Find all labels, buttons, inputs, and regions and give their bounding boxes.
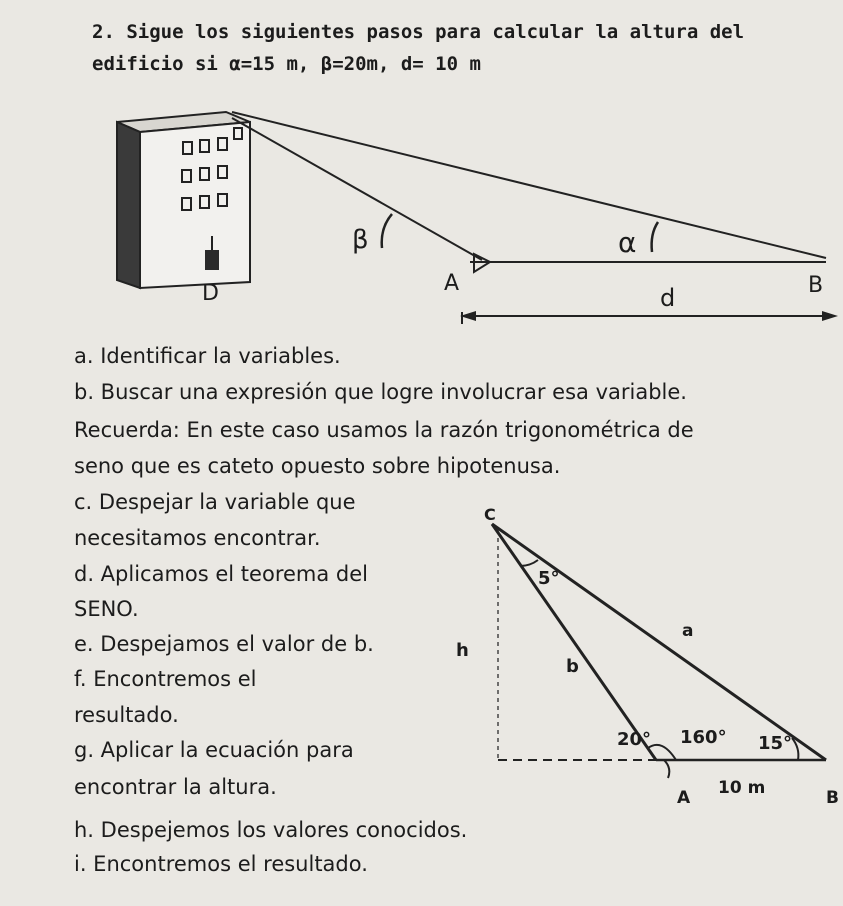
point-B-bottom-label: B [826,788,839,808]
side-a-label: a [682,621,694,641]
step-c-line-2: necesitamos encontrar. [74,526,321,550]
step-a: a. Identificar la variables. [74,344,341,368]
problem-title-line-1: 2. Sigue los siguientes pasos para calcular la altura del [92,21,745,43]
step-b: b. Buscar una expresión que logre involucrar esa variable. [74,380,687,404]
point-A-label: A [444,271,460,296]
reminder-line-2: seno que es cateto opuesto sobre hipotenusa. [74,454,561,478]
distance-d-label: d [660,284,676,312]
side-a-line [492,524,826,760]
step-f-line-2: resultado. [74,703,179,727]
angle-20-label: 20° [617,729,652,750]
side-b-line [492,524,656,760]
angle-5-arc [520,560,538,566]
point-B-label: B [808,273,824,298]
point-A-bottom-label: A [677,788,691,808]
height-h-label: h [456,640,469,661]
step-i: i. Encontremos el resultado. [74,852,368,876]
side-b-label: b [566,656,579,677]
point-C-label: C [484,505,496,524]
step-g-line-2: encontrar la altura. [74,775,277,799]
beta-label: β [352,225,369,255]
step-d-line-2: SENO. [74,597,139,621]
distance-10m-label: 10 m [718,778,766,798]
angle-15-label: 15° [758,733,793,754]
angle-160-label: 160° [680,727,727,748]
angle-20-arc [664,760,669,778]
step-d-line-1: d. Aplicamos el teorema del [74,562,368,586]
step-f-line-1: f. Encontremos el [74,667,257,691]
problem-title-line-2: edificio si α=15 m, β=20m, d= 10 m [92,53,481,75]
alpha-label: α [618,226,637,259]
step-e: e. Despejamos el valor de b. [74,632,374,656]
point-D-label: D [202,281,219,306]
step-c-line-1: c. Despejar la variable que [74,490,356,514]
step-g-line-1: g. Aplicar la ecuación para [74,738,354,762]
step-h: h. Despejemos los valores conocidos. [74,818,468,842]
angle-5-label: 5° [538,568,560,589]
reminder-line-1: Recuerda: En este caso usamos la razón trigonométrica de [74,418,694,442]
